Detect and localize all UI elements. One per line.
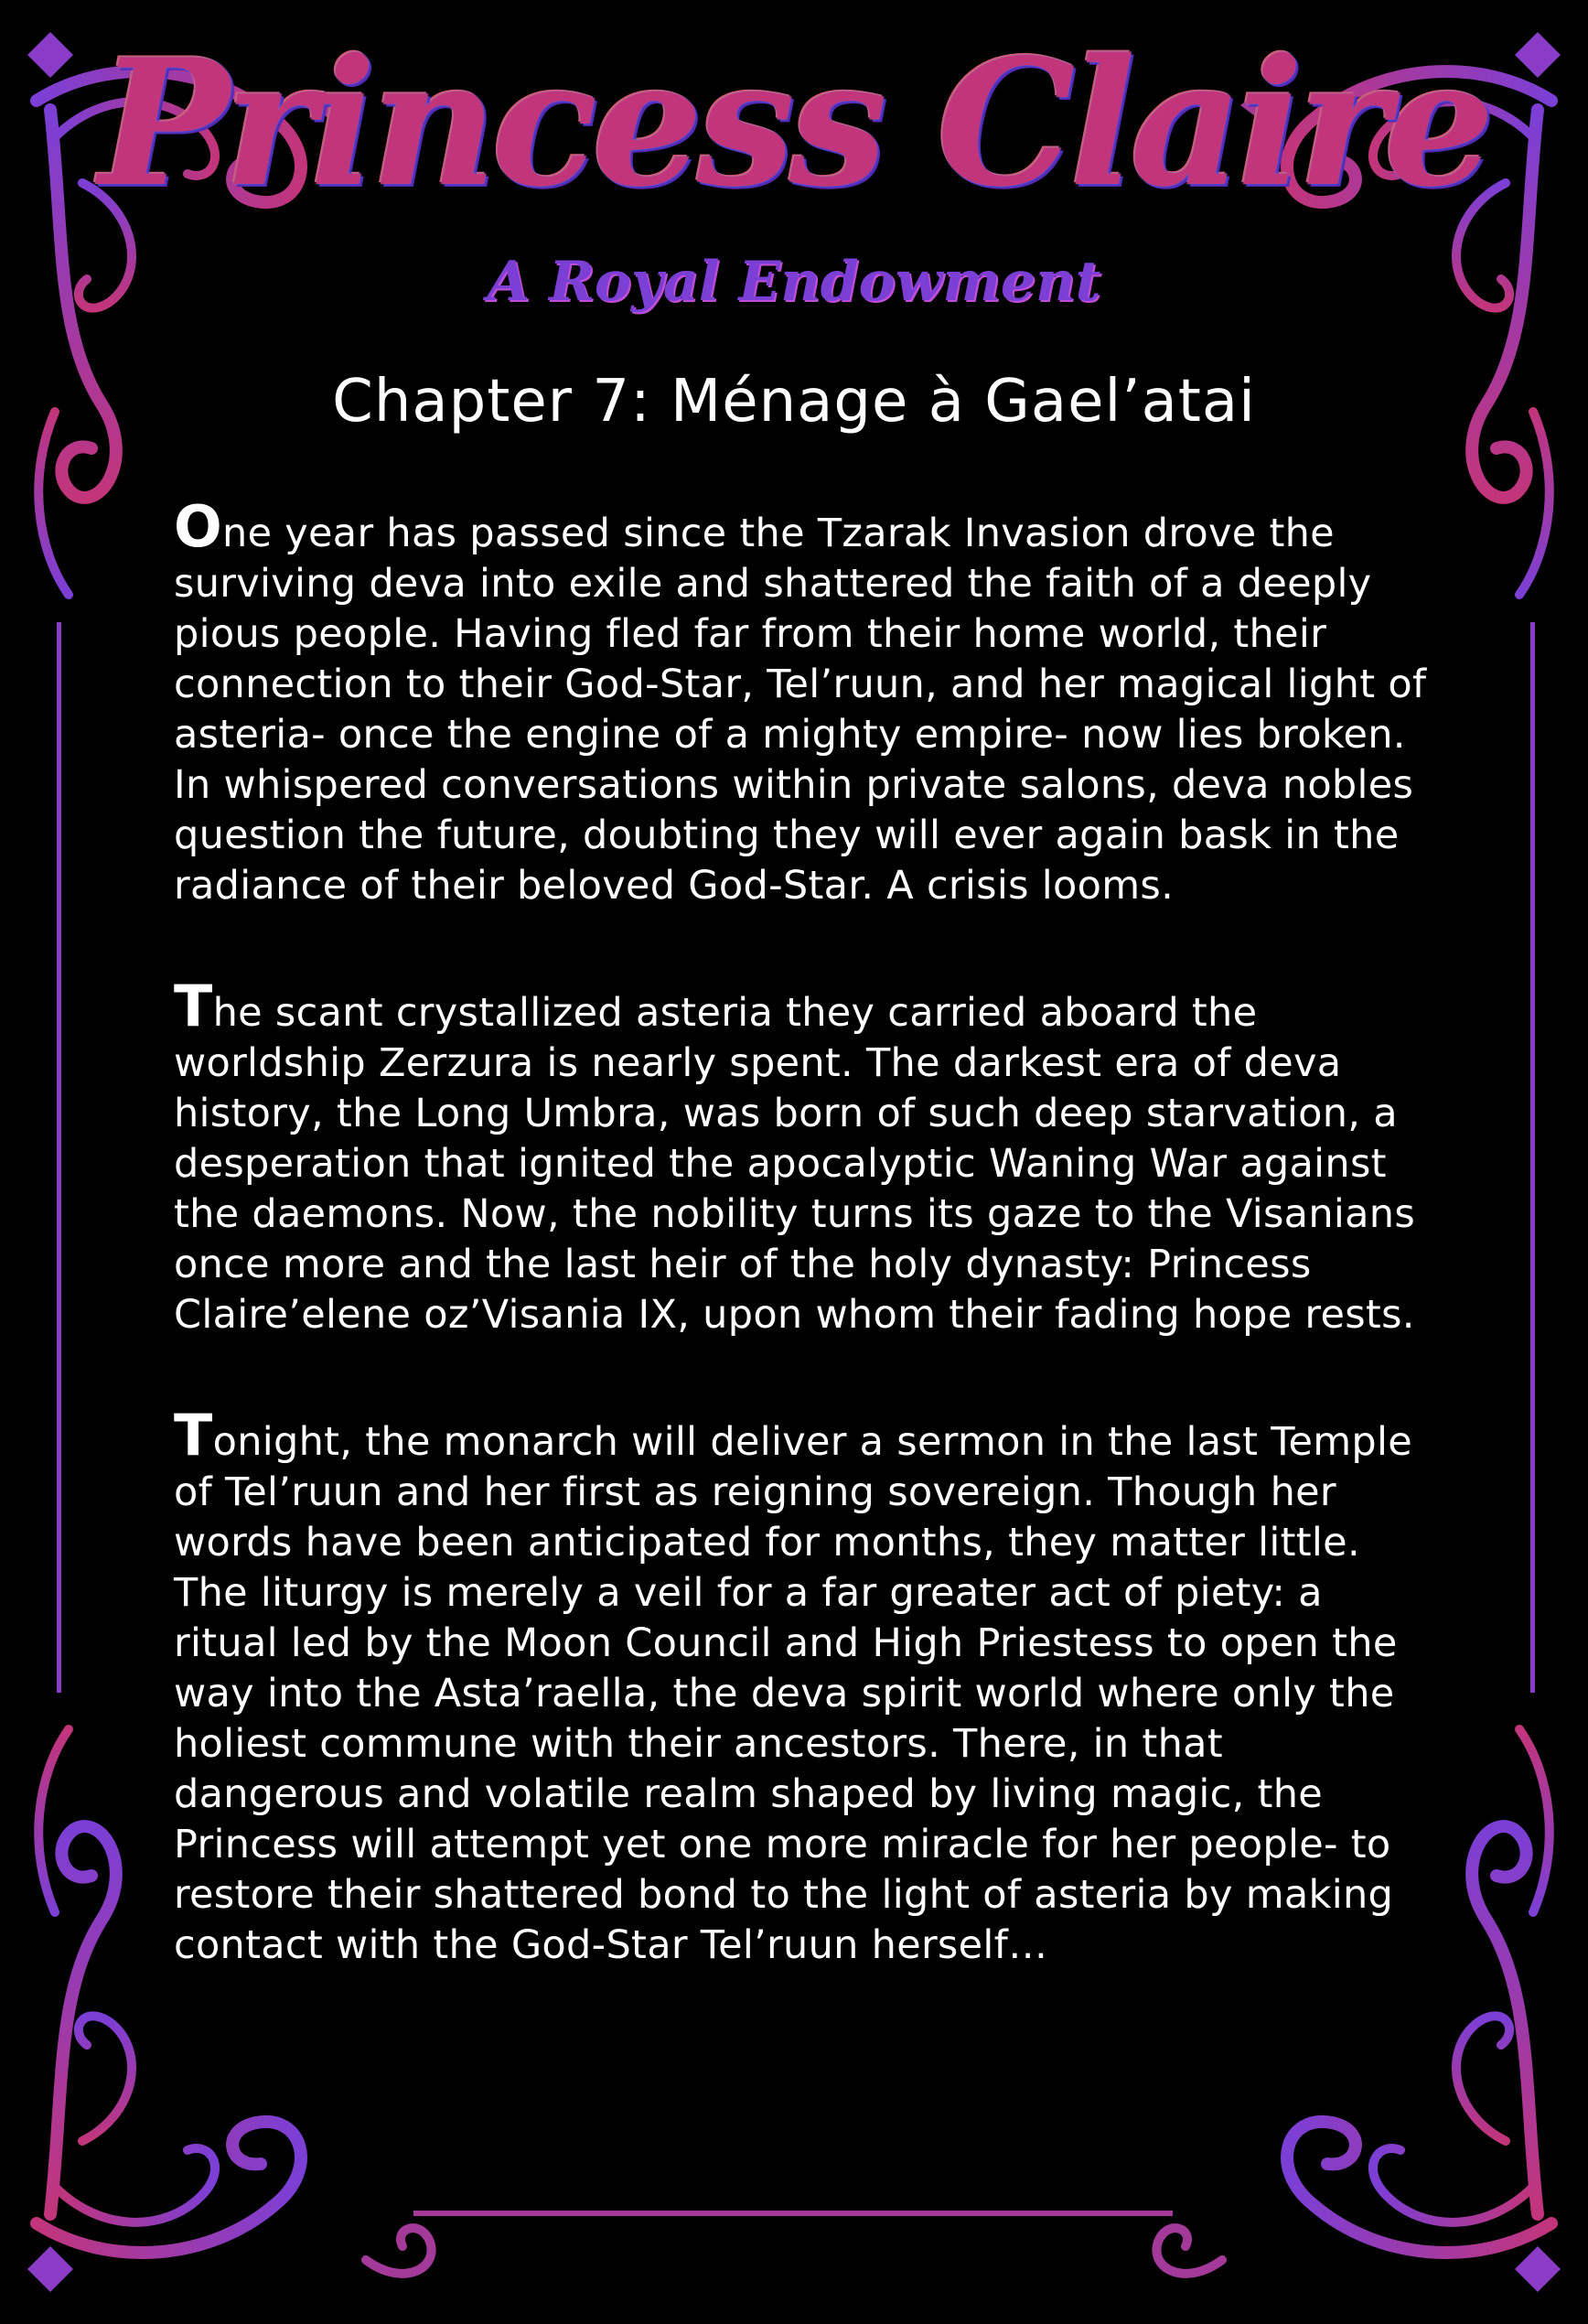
bottom-frame-line (413, 2211, 1173, 2216)
paragraph-3 (174, 1402, 1427, 1971)
paragraph-text: he scant crystallized asteria they carried aboard the worldship Zerzura is nearly spent. The darkest era of deva history, the Long Umbra, was born of such deep starvation, a desperation that ignited the apocalyptic Waning War against the daemons. Now, the nobility turns its gaze to the Visanians once more and the last heir of the holy dynasty: Princess Claire’elene oz’Visania IX, upon whom their fading hope rests. (174, 990, 1416, 1338)
paragraph-text: onight, the monarch will deliver a sermon in the last Temple of Tel’ruun and her first as reigning sovereign. Though her words have been anticipated for months, they matter little. The liturgy is merely a veil for a far greater act of piety: a ritual led by the Moon Council and High Priestess to open the way into the Asta’raella, the deva spirit world where only the holiest commune with their ancestors. There, in that dangerous and volatile realm shaped by living magic, the Princess will attempt yet one more miracle for her people- to restore their shattered bond to the light of asteria by making contact with the God-Star Tel’ruun herself… (174, 1419, 1412, 1968)
logo-block (0, 0, 1588, 348)
left-frame-line (57, 622, 61, 1693)
drop-cap: T (174, 1402, 213, 1469)
story-body (174, 493, 1427, 2040)
drop-cap: O (174, 493, 223, 560)
right-frame-line (1530, 622, 1535, 1693)
drop-cap: T (174, 973, 213, 1039)
logo-subtitle: A Royal Endowment (487, 250, 1101, 314)
chapter-title: Chapter 7: Ménage à Gael’atai (332, 368, 1256, 436)
paragraph-1 (174, 493, 1427, 911)
paragraph-text: ne year has passed since the Tzarak Invasion drove the surviving deva into exile and shattered the faith of a deeply pious people. Having fled far from their home world, their connection to their God-Star, Tel’ruun, and her magical light of asteria- once the engine of a mighty empire- now lies broken. In whispered conversations within private salons, deva nobles question the future, doubting they will ever again bask in the radiance of their beloved God-Star. A crisis looms. (174, 511, 1427, 909)
logo-title: Princess Claire (99, 21, 1489, 225)
paragraph-2 (174, 973, 1427, 1340)
